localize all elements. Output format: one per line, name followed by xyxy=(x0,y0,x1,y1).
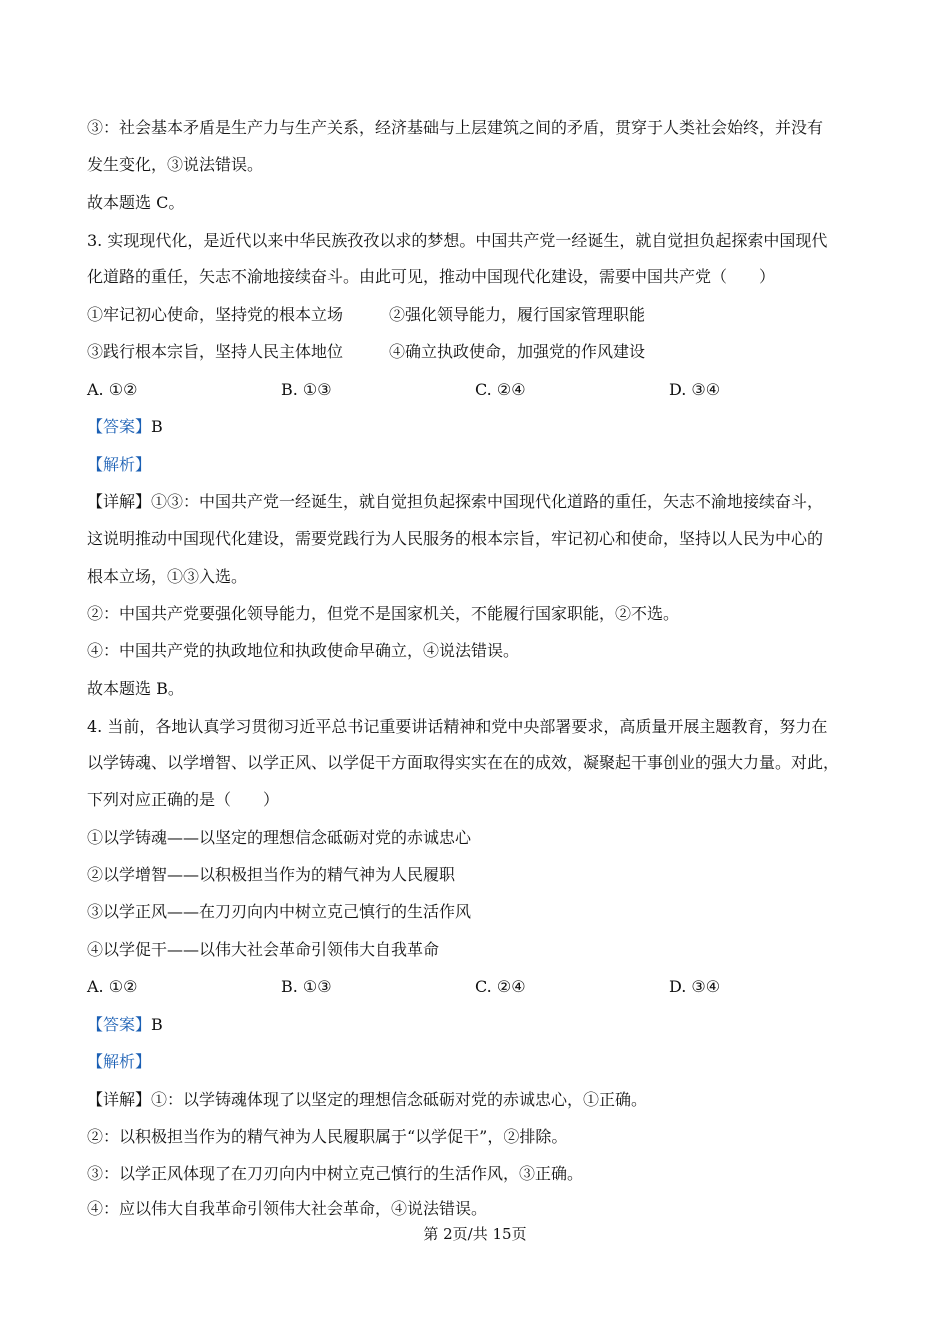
page-number-footer: 第 2页/共 15页 xyxy=(423,1225,527,1243)
q3-detail-line: 根本立场，①③入选。 xyxy=(87,567,248,586)
q4-stem: 下列对应正确的是（ ） xyxy=(87,790,280,809)
detail-text: ①③：中国共产党一经诞生，就自觉担负起探索中国现代化道路的重任，矢志不渝地接续奋斗， xyxy=(151,492,824,511)
answer-tag: 【答案】 xyxy=(87,1015,152,1034)
detail-text: ①：以学铸魂体现了以坚定的理想信念砥砺对党的赤诚忠心，①正确。 xyxy=(151,1090,648,1109)
q3-analysis-heading xyxy=(87,454,151,476)
q3-detail-line xyxy=(87,491,823,513)
q2-text-line: ③：社会基本矛盾是生产力与生产关系，经济基础与上层建筑之间的矛盾，贯穿于人类社会始终，并没有 xyxy=(87,118,824,137)
q3-option-c: C. ②④ xyxy=(475,380,526,399)
q3-stem: 化道路的重任，矢志不渝地接续奋斗。由此可见，推动中国现代化建设，需要中国共产党（ ） xyxy=(87,267,776,286)
q3-answer xyxy=(87,416,163,438)
analysis-tag: 【解析】 xyxy=(87,455,152,474)
q4-stem: 4. 当前，各地认真学习贯彻习近平总书记重要讲话精神和党中央部署要求，高质量开展主题教育，努力在 xyxy=(87,717,828,736)
q3-statement-1: ①牢记初心使命，坚持党的根本立场 xyxy=(87,305,344,324)
q3-stem: 3. 实现现代化，是近代以来中华民族孜孜以求的梦想。中国共产党一经诞生，就自觉担负起探索中国现代 xyxy=(87,231,828,250)
q3-statement-2: ②强化领导能力，履行国家管理职能 xyxy=(389,305,646,324)
q2-conclusion: 故本题选 C。 xyxy=(87,193,185,212)
q3-detail-line: ④：中国共产党的执政地位和执政使命早确立，④说法错误。 xyxy=(87,641,520,660)
q3-statement-4: ④确立执政使命，加强党的作风建设 xyxy=(389,342,646,361)
q4-answer xyxy=(87,1014,163,1036)
q4-statement-1: ①以学铸魂——以坚定的理想信念砥砺对党的赤诚忠心 xyxy=(87,828,472,847)
q3-detail-line: 这说明推动中国现代化建设，需要党践行为人民服务的根本宗旨，牢记初心和使命，坚持以人民为中心的 xyxy=(87,529,824,548)
q3-option-d: D. ③④ xyxy=(669,380,721,399)
q2-text-line: 发生变化，③说法错误。 xyxy=(87,155,264,174)
q4-option-c: C. ②④ xyxy=(475,977,526,996)
q4-statement-4: ④以学促干——以伟大社会革命引领伟大自我革命 xyxy=(87,940,440,959)
q4-option-a: A. ①② xyxy=(87,977,138,996)
q4-detail-line xyxy=(87,1089,647,1111)
answer-value: B xyxy=(151,417,163,436)
q4-option-d: D. ③④ xyxy=(669,977,721,996)
q4-option-b: B. ①③ xyxy=(281,977,332,996)
q3-option-b: B. ①③ xyxy=(281,380,332,399)
q3-option-a: A. ①② xyxy=(87,380,138,399)
q4-detail-line: ③：以学正风体现了在刀刃向内中树立克己慎行的生活作风，③正确。 xyxy=(87,1164,584,1183)
q3-statement-3: ③践行根本宗旨，坚持人民主体地位 xyxy=(87,342,344,361)
detail-tag: 【详解】 xyxy=(87,1090,152,1109)
q4-statement-2: ②以学增智——以积极担当作为的精气神为人民履职 xyxy=(87,865,456,884)
q4-stem: 以学铸魂、以学增智、以学正风、以学促干方面取得实实在在的成效，凝聚起干事创业的强大力量。对此， xyxy=(87,753,840,772)
detail-tag: 【详解】 xyxy=(87,492,152,511)
q3-detail-line: ②：中国共产党要强化领导能力，但党不是国家机关，不能履行国家职能，②不选。 xyxy=(87,604,680,623)
answer-value: B xyxy=(151,1015,163,1034)
q4-detail-line: ②：以积极担当作为的精气神为人民履职属于“以学促干”，②排除。 xyxy=(87,1127,568,1146)
q4-detail-line: ④：应以伟大自我革命引领伟大社会革命，④说法错误。 xyxy=(87,1199,488,1218)
q4-statement-3: ③以学正风——在刀刃向内中树立克己慎行的生活作风 xyxy=(87,902,472,921)
q4-analysis-heading xyxy=(87,1051,151,1073)
answer-tag: 【答案】 xyxy=(87,417,152,436)
analysis-tag: 【解析】 xyxy=(87,1052,152,1071)
q3-conclusion: 故本题选 B。 xyxy=(87,679,184,698)
